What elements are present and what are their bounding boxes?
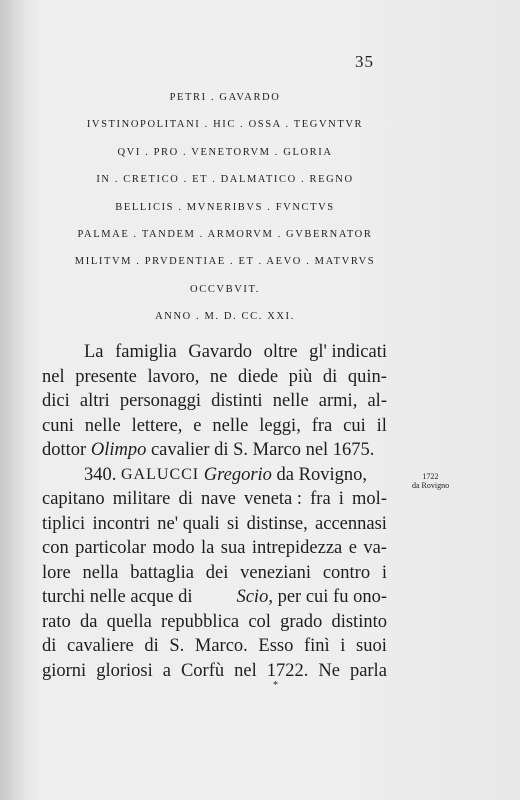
word: nave xyxy=(200,489,236,509)
word: fra xyxy=(310,489,331,509)
word: i xyxy=(338,489,344,509)
word: militare xyxy=(112,489,171,509)
word: famiglia xyxy=(115,342,177,362)
inscription-line: BELLICIS . MVNERIBVS . FVNCTVS xyxy=(115,201,335,213)
word: cui xyxy=(343,415,366,436)
word: da xyxy=(79,611,98,632)
entry-surname: GALUCCI xyxy=(121,465,200,483)
word: lavoro, xyxy=(147,366,200,387)
entry-heading-line xyxy=(42,463,387,488)
word: mol- xyxy=(352,489,387,509)
word: oltre xyxy=(263,342,298,362)
word: Corfù xyxy=(180,660,225,681)
word: nelle xyxy=(272,391,309,411)
word: incontri xyxy=(92,513,150,534)
text-line xyxy=(42,610,387,635)
entry-number: 340. xyxy=(84,464,117,485)
word: presente xyxy=(75,366,137,387)
word: capitano xyxy=(42,489,105,509)
word: lore xyxy=(42,562,71,583)
word: i xyxy=(340,636,346,656)
word: lettere, xyxy=(131,415,183,436)
word: nella xyxy=(82,562,119,583)
word: dei xyxy=(205,562,229,583)
word: suoi xyxy=(356,636,387,656)
margin-note-year: 1722 xyxy=(422,472,439,481)
inscription-line: PALMAE . TANDEM . ARMORVM . GVBERNATOR xyxy=(77,228,373,240)
word: nel xyxy=(42,366,65,387)
word: leggi, xyxy=(259,415,301,436)
word: il xyxy=(376,415,387,436)
italic-name: Olimpo xyxy=(90,440,147,460)
text-line xyxy=(42,512,387,537)
word: i xyxy=(381,562,387,583)
page-number: 35 xyxy=(355,52,374,71)
text-line xyxy=(42,487,387,512)
inscription-line: MILITVM . PRVDENTIAE . ET . AEVO . MATVRVS xyxy=(74,256,376,268)
word: giorni xyxy=(42,660,87,681)
word: di xyxy=(144,636,159,656)
word: La xyxy=(84,342,104,362)
word: finì xyxy=(303,636,330,656)
word: rato xyxy=(42,611,71,632)
word: più xyxy=(288,366,313,387)
text-line xyxy=(42,365,387,390)
word: al- xyxy=(367,391,387,411)
word: battaglia xyxy=(130,562,194,583)
word: sua xyxy=(220,538,246,558)
text-line xyxy=(42,659,387,684)
word: ne xyxy=(209,366,228,387)
text-line xyxy=(42,389,387,414)
word: armi, xyxy=(318,391,358,411)
word: nelle xyxy=(212,415,249,436)
inscription-line: ANNO . M. D. CC. XXI. xyxy=(155,311,295,323)
word: parla xyxy=(349,660,387,681)
body-text xyxy=(42,340,387,683)
word: 1722. xyxy=(266,660,309,681)
word: e xyxy=(348,538,357,558)
word: diede xyxy=(237,366,279,387)
word: Marco. xyxy=(194,636,248,656)
word: veneziani xyxy=(240,562,312,583)
word: fra xyxy=(311,415,333,436)
word: quin- xyxy=(347,366,387,387)
signature-mark: * xyxy=(273,680,278,691)
text-line xyxy=(42,634,387,659)
text-line xyxy=(42,536,387,561)
text-line xyxy=(42,340,387,365)
text-line xyxy=(42,585,387,610)
margin-note-place: da Rovigno xyxy=(412,481,450,490)
word: distinse, xyxy=(246,513,308,534)
entry-given-name: Gregorio xyxy=(203,464,272,485)
word: la xyxy=(201,538,215,558)
word: va- xyxy=(363,538,387,558)
word: dici xyxy=(42,391,70,411)
italic-place: Scio xyxy=(236,587,269,607)
word: distinti xyxy=(211,391,263,411)
word: S. xyxy=(169,636,185,656)
word: si xyxy=(226,513,240,534)
inscription-line: QVI . PRO . VENETORVM . GLORIA xyxy=(117,146,333,158)
text-line xyxy=(42,438,387,463)
word: personaggi xyxy=(119,391,202,411)
word: cavaliere xyxy=(67,636,134,656)
word: intrepidezza xyxy=(251,538,343,558)
word: quella xyxy=(106,611,152,632)
word: di xyxy=(322,366,338,387)
word: di xyxy=(178,489,193,509)
text-span: cavalier di S. Marco nel 1675. xyxy=(150,440,375,460)
latin-inscription xyxy=(40,84,410,331)
inscription-line: PETRI . GAVARDO xyxy=(169,92,281,103)
text-span: dottor xyxy=(42,440,87,460)
word: col xyxy=(248,611,271,632)
word: Ne xyxy=(318,660,340,681)
entry-place: da Rovigno, xyxy=(276,464,367,485)
word: particolar xyxy=(75,538,147,558)
word: con xyxy=(42,538,69,558)
word: repubblica xyxy=(161,611,240,632)
word: di xyxy=(42,636,57,656)
word: grado xyxy=(280,611,323,632)
word: nelle xyxy=(84,415,121,436)
word: Esso xyxy=(258,636,294,656)
word: distinto xyxy=(331,611,387,632)
margin-note xyxy=(412,472,449,490)
word: accennasi xyxy=(315,513,387,534)
word: e xyxy=(193,415,202,436)
word: contro xyxy=(322,562,371,583)
word: nel xyxy=(234,660,257,681)
word: veneta : xyxy=(243,489,303,509)
text-span: , per cui fu ono- xyxy=(268,587,387,607)
word: modo xyxy=(152,538,195,558)
word: gl' indicati xyxy=(309,342,387,362)
text-line xyxy=(42,561,387,586)
text-line xyxy=(42,414,387,439)
text-span: turchi nelle acque di xyxy=(42,587,193,607)
word: tiplici xyxy=(42,513,86,534)
inscription-line: IVSTINOPOLITANI . HIC . OSSA . TEGVNTVR xyxy=(86,119,364,131)
word: gloriosi xyxy=(96,660,153,681)
page-spine-shadow xyxy=(0,0,26,800)
inscription-line: OCCVBVIT. xyxy=(190,283,260,295)
word: a xyxy=(162,660,171,681)
word: Gavardo xyxy=(188,342,253,362)
word: ne' quali xyxy=(157,513,220,534)
inscription-line: IN . CRETICO . ET . DALMATICO . REGNO xyxy=(96,174,354,186)
word: cuni xyxy=(42,415,74,436)
word: altri xyxy=(79,391,110,411)
